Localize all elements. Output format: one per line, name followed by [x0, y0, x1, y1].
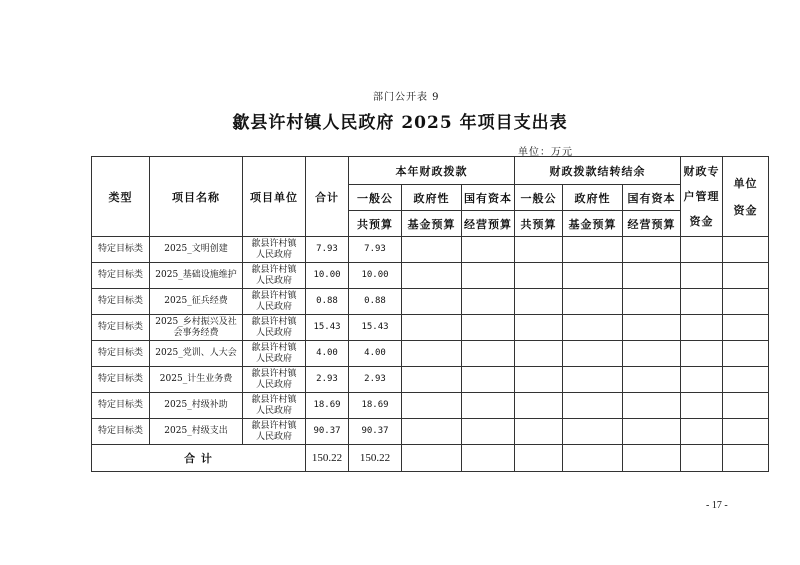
row-carry-fund — [563, 263, 623, 289]
row-project-name: 2025_村级支出 — [150, 419, 243, 445]
totals-label: 合 计 — [92, 445, 306, 472]
row-total: 2.93 — [306, 367, 349, 393]
row-own-fund — [723, 289, 769, 315]
row-own-fund — [723, 393, 769, 419]
row-project-unit: 歙县许村镇人民政府 — [243, 263, 306, 289]
row-project-unit: 歙县许村镇人民政府 — [243, 289, 306, 315]
row-carry-state — [623, 419, 681, 445]
table-row — [92, 419, 769, 445]
row-state-budget — [462, 263, 515, 289]
row-fund-budget — [402, 289, 462, 315]
row-carry-general — [515, 315, 563, 341]
row-special-fund — [681, 419, 723, 445]
row-carry-fund — [563, 419, 623, 445]
own-fund-line-1: 单位 — [733, 176, 758, 190]
row-project-name: 2025_党训、人大会 — [150, 341, 243, 367]
row-project-unit: 歙县许村镇人民政府 — [243, 419, 306, 445]
row-own-fund — [723, 367, 769, 393]
col-header-fund-2: 基金预算 — [402, 211, 462, 237]
row-carry-general — [515, 341, 563, 367]
special-fund-line-2: 户管理 — [683, 190, 720, 203]
totals-carry-state — [623, 445, 681, 472]
row-special-fund — [681, 367, 723, 393]
row-carry-fund — [563, 341, 623, 367]
col-header-carry-general-1: 一般公 — [515, 185, 563, 211]
col-header-state-1: 国有资本 — [462, 185, 515, 211]
dept-label: 部门公开表 9 — [373, 92, 440, 103]
row-carry-state — [623, 289, 681, 315]
row-carry-state — [623, 237, 681, 263]
col-header-own-fund — [723, 157, 769, 237]
row-state-budget — [462, 393, 515, 419]
table-body — [92, 237, 769, 445]
row-fund-budget — [402, 263, 462, 289]
row-general-budget: 4.00 — [349, 341, 402, 367]
col-group-carryover: 财政拨款结转结余 — [515, 157, 681, 185]
row-total: 18.69 — [306, 393, 349, 419]
row-carry-general — [515, 237, 563, 263]
totals-fund — [402, 445, 462, 472]
row-special-fund — [681, 341, 723, 367]
row-total: 10.00 — [306, 263, 349, 289]
col-header-total: 合计 — [306, 157, 349, 237]
row-carry-fund — [563, 237, 623, 263]
col-header-special-fund — [681, 157, 723, 237]
row-special-fund — [681, 237, 723, 263]
row-own-fund — [723, 237, 769, 263]
row-type: 特定目标类 — [92, 367, 150, 393]
row-special-fund — [681, 393, 723, 419]
row-general-budget: 15.43 — [349, 315, 402, 341]
col-header-unit: 项目单位 — [243, 157, 306, 237]
col-header-state-2: 经营预算 — [462, 211, 515, 237]
page-title: 歙县许村镇人民政府 2025 年项目支出表 — [232, 113, 568, 133]
totals-general: 150.22 — [349, 445, 402, 472]
row-carry-state — [623, 263, 681, 289]
row-type: 特定目标类 — [92, 289, 150, 315]
row-general-budget: 18.69 — [349, 393, 402, 419]
row-carry-state — [623, 315, 681, 341]
table-row — [92, 393, 769, 419]
row-carry-general — [515, 393, 563, 419]
row-fund-budget — [402, 341, 462, 367]
table-row — [92, 263, 769, 289]
row-fund-budget — [402, 419, 462, 445]
totals-special — [681, 445, 723, 472]
table-row — [92, 341, 769, 367]
row-project-name: 2025_计生业务费 — [150, 367, 243, 393]
totals-carry-general — [515, 445, 563, 472]
row-total: 0.88 — [306, 289, 349, 315]
row-project-unit: 歙县许村镇人民政府 — [243, 393, 306, 419]
row-project-unit: 歙县许村镇人民政府 — [243, 237, 306, 263]
row-carry-general — [515, 367, 563, 393]
totals-row — [92, 445, 769, 472]
totals-carry-fund — [563, 445, 623, 472]
row-own-fund — [723, 263, 769, 289]
row-carry-fund — [563, 315, 623, 341]
row-project-unit: 歙县许村镇人民政府 — [243, 315, 306, 341]
row-total: 90.37 — [306, 419, 349, 445]
col-header-type: 类型 — [92, 157, 150, 237]
row-own-fund — [723, 315, 769, 341]
row-general-budget: 10.00 — [349, 263, 402, 289]
row-general-budget: 2.93 — [349, 367, 402, 393]
row-type: 特定目标类 — [92, 419, 150, 445]
row-total: 15.43 — [306, 315, 349, 341]
table-row — [92, 367, 769, 393]
row-special-fund — [681, 315, 723, 341]
row-fund-budget — [402, 237, 462, 263]
row-special-fund — [681, 263, 723, 289]
row-project-name: 2025_乡村振兴及社会事务经费 — [150, 315, 243, 341]
special-fund-line-3: 资金 — [689, 215, 714, 228]
row-own-fund — [723, 341, 769, 367]
row-state-budget — [462, 315, 515, 341]
row-special-fund — [681, 289, 723, 315]
row-type: 特定目标类 — [92, 341, 150, 367]
page-number: - 17 - — [706, 500, 728, 511]
col-header-fund-1: 政府性 — [402, 185, 462, 211]
col-header-carry-state-1: 国有资本 — [623, 185, 681, 211]
row-state-budget — [462, 289, 515, 315]
row-state-budget — [462, 419, 515, 445]
row-general-budget: 7.93 — [349, 237, 402, 263]
row-state-budget — [462, 367, 515, 393]
row-carry-fund — [563, 367, 623, 393]
row-own-fund — [723, 419, 769, 445]
own-fund-line-2: 资金 — [733, 203, 758, 217]
col-header-carry-general-2: 共预算 — [515, 211, 563, 237]
row-type: 特定目标类 — [92, 263, 150, 289]
special-fund-line-1: 财政专 — [683, 165, 720, 178]
unit-label: 单位：万元 — [518, 147, 573, 158]
row-project-unit: 歙县许村镇人民政府 — [243, 341, 306, 367]
row-state-budget — [462, 237, 515, 263]
totals-total: 150.22 — [306, 445, 349, 472]
project-expenditure-table — [91, 156, 769, 472]
row-project-name: 2025_文明创建 — [150, 237, 243, 263]
col-header-general-1: 一般公 — [349, 185, 402, 211]
row-fund-budget — [402, 367, 462, 393]
totals-own — [723, 445, 769, 472]
row-fund-budget — [402, 315, 462, 341]
row-type: 特定目标类 — [92, 237, 150, 263]
totals-state — [462, 445, 515, 472]
table-row — [92, 237, 769, 263]
row-project-name: 2025_征兵经费 — [150, 289, 243, 315]
row-carry-state — [623, 393, 681, 419]
row-carry-general — [515, 263, 563, 289]
col-header-carry-fund-2: 基金预算 — [563, 211, 623, 237]
row-project-name: 2025_基础设施维护 — [150, 263, 243, 289]
col-header-carry-fund-1: 政府性 — [563, 185, 623, 211]
row-type: 特定目标类 — [92, 393, 150, 419]
row-carry-state — [623, 341, 681, 367]
row-project-unit: 歙县许村镇人民政府 — [243, 367, 306, 393]
row-general-budget: 0.88 — [349, 289, 402, 315]
col-header-carry-state-2: 经营预算 — [623, 211, 681, 237]
row-total: 4.00 — [306, 341, 349, 367]
row-carry-fund — [563, 393, 623, 419]
row-total: 7.93 — [306, 237, 349, 263]
row-carry-fund — [563, 289, 623, 315]
col-group-current-year: 本年财政拨款 — [349, 157, 515, 185]
row-project-name: 2025_村级补助 — [150, 393, 243, 419]
row-fund-budget — [402, 393, 462, 419]
row-carry-general — [515, 419, 563, 445]
table-row — [92, 315, 769, 341]
table-row — [92, 289, 769, 315]
row-type: 特定目标类 — [92, 315, 150, 341]
row-carry-general — [515, 289, 563, 315]
col-header-name: 项目名称 — [150, 157, 243, 237]
col-header-general-2: 共预算 — [349, 211, 402, 237]
row-state-budget — [462, 341, 515, 367]
row-carry-state — [623, 367, 681, 393]
row-general-budget: 90.37 — [349, 419, 402, 445]
